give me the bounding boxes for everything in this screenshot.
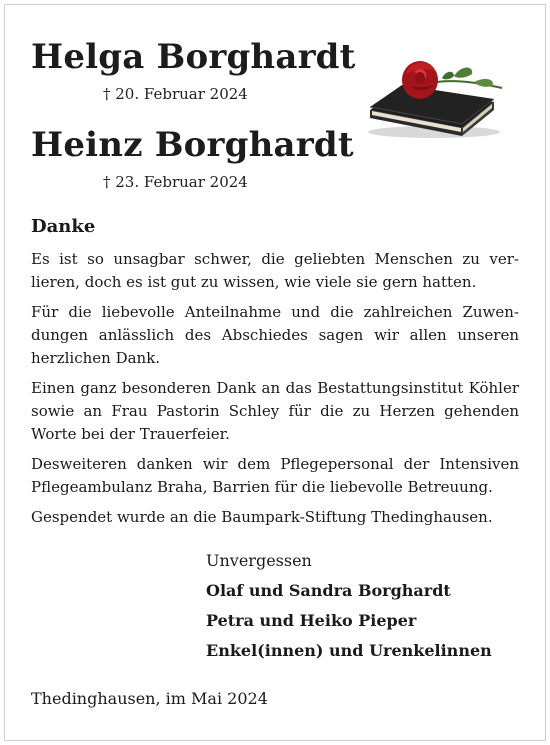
- place-and-date: Thedinghausen, im Mai 2024: [31, 689, 268, 708]
- signer-3: Enkel(innen) und Urenkelinnen: [206, 641, 492, 660]
- death-date-1: † 20. Februar 2024: [103, 85, 248, 103]
- thanks-text: [31, 248, 519, 536]
- deceased-name-2: Heinz Borghardt: [31, 125, 354, 165]
- book-with-rose-icon: [362, 52, 512, 144]
- paragraph-3: Einen ganz besonderen Dank an das Bestattungsinstitut Köhler sowie an Frau Pastorin Schley für die zu Herzen gehenden Worte bei der Trauerfeier.: [31, 379, 519, 443]
- signature-intro: Unvergessen: [206, 551, 312, 570]
- deceased-name-1: Helga Borghardt: [31, 37, 356, 77]
- paragraph-4: Desweiteren danken wir dem Pflegepersonal der Intensiven Pflegeambulanz Braha, Barrien für die liebevolle Betreuung.: [31, 455, 519, 496]
- signer-2: Petra und Heiko Pieper: [206, 611, 417, 630]
- thanks-heading: Danke: [31, 216, 96, 237]
- paragraph-1: Es ist so unsagbar schwer, die geliebten Menschen zu verlieren, doch es ist gut zu wissen, wie viele sie gern hatten.: [31, 250, 519, 291]
- signature-block: [206, 546, 492, 666]
- paragraph-5: Gespendet wurde an die Baumpark-Stiftung Thedinghausen.: [31, 508, 493, 526]
- death-date-2: † 23. Februar 2024: [103, 173, 248, 191]
- signer-1: Olaf und Sandra Borghardt: [206, 581, 451, 600]
- paragraph-2: Für die liebevolle Anteilnahme und die zahlreichen Zuwendungen anlässlich des Abschiedes sagen wir allen unseren herzlichen Dank.: [31, 303, 519, 367]
